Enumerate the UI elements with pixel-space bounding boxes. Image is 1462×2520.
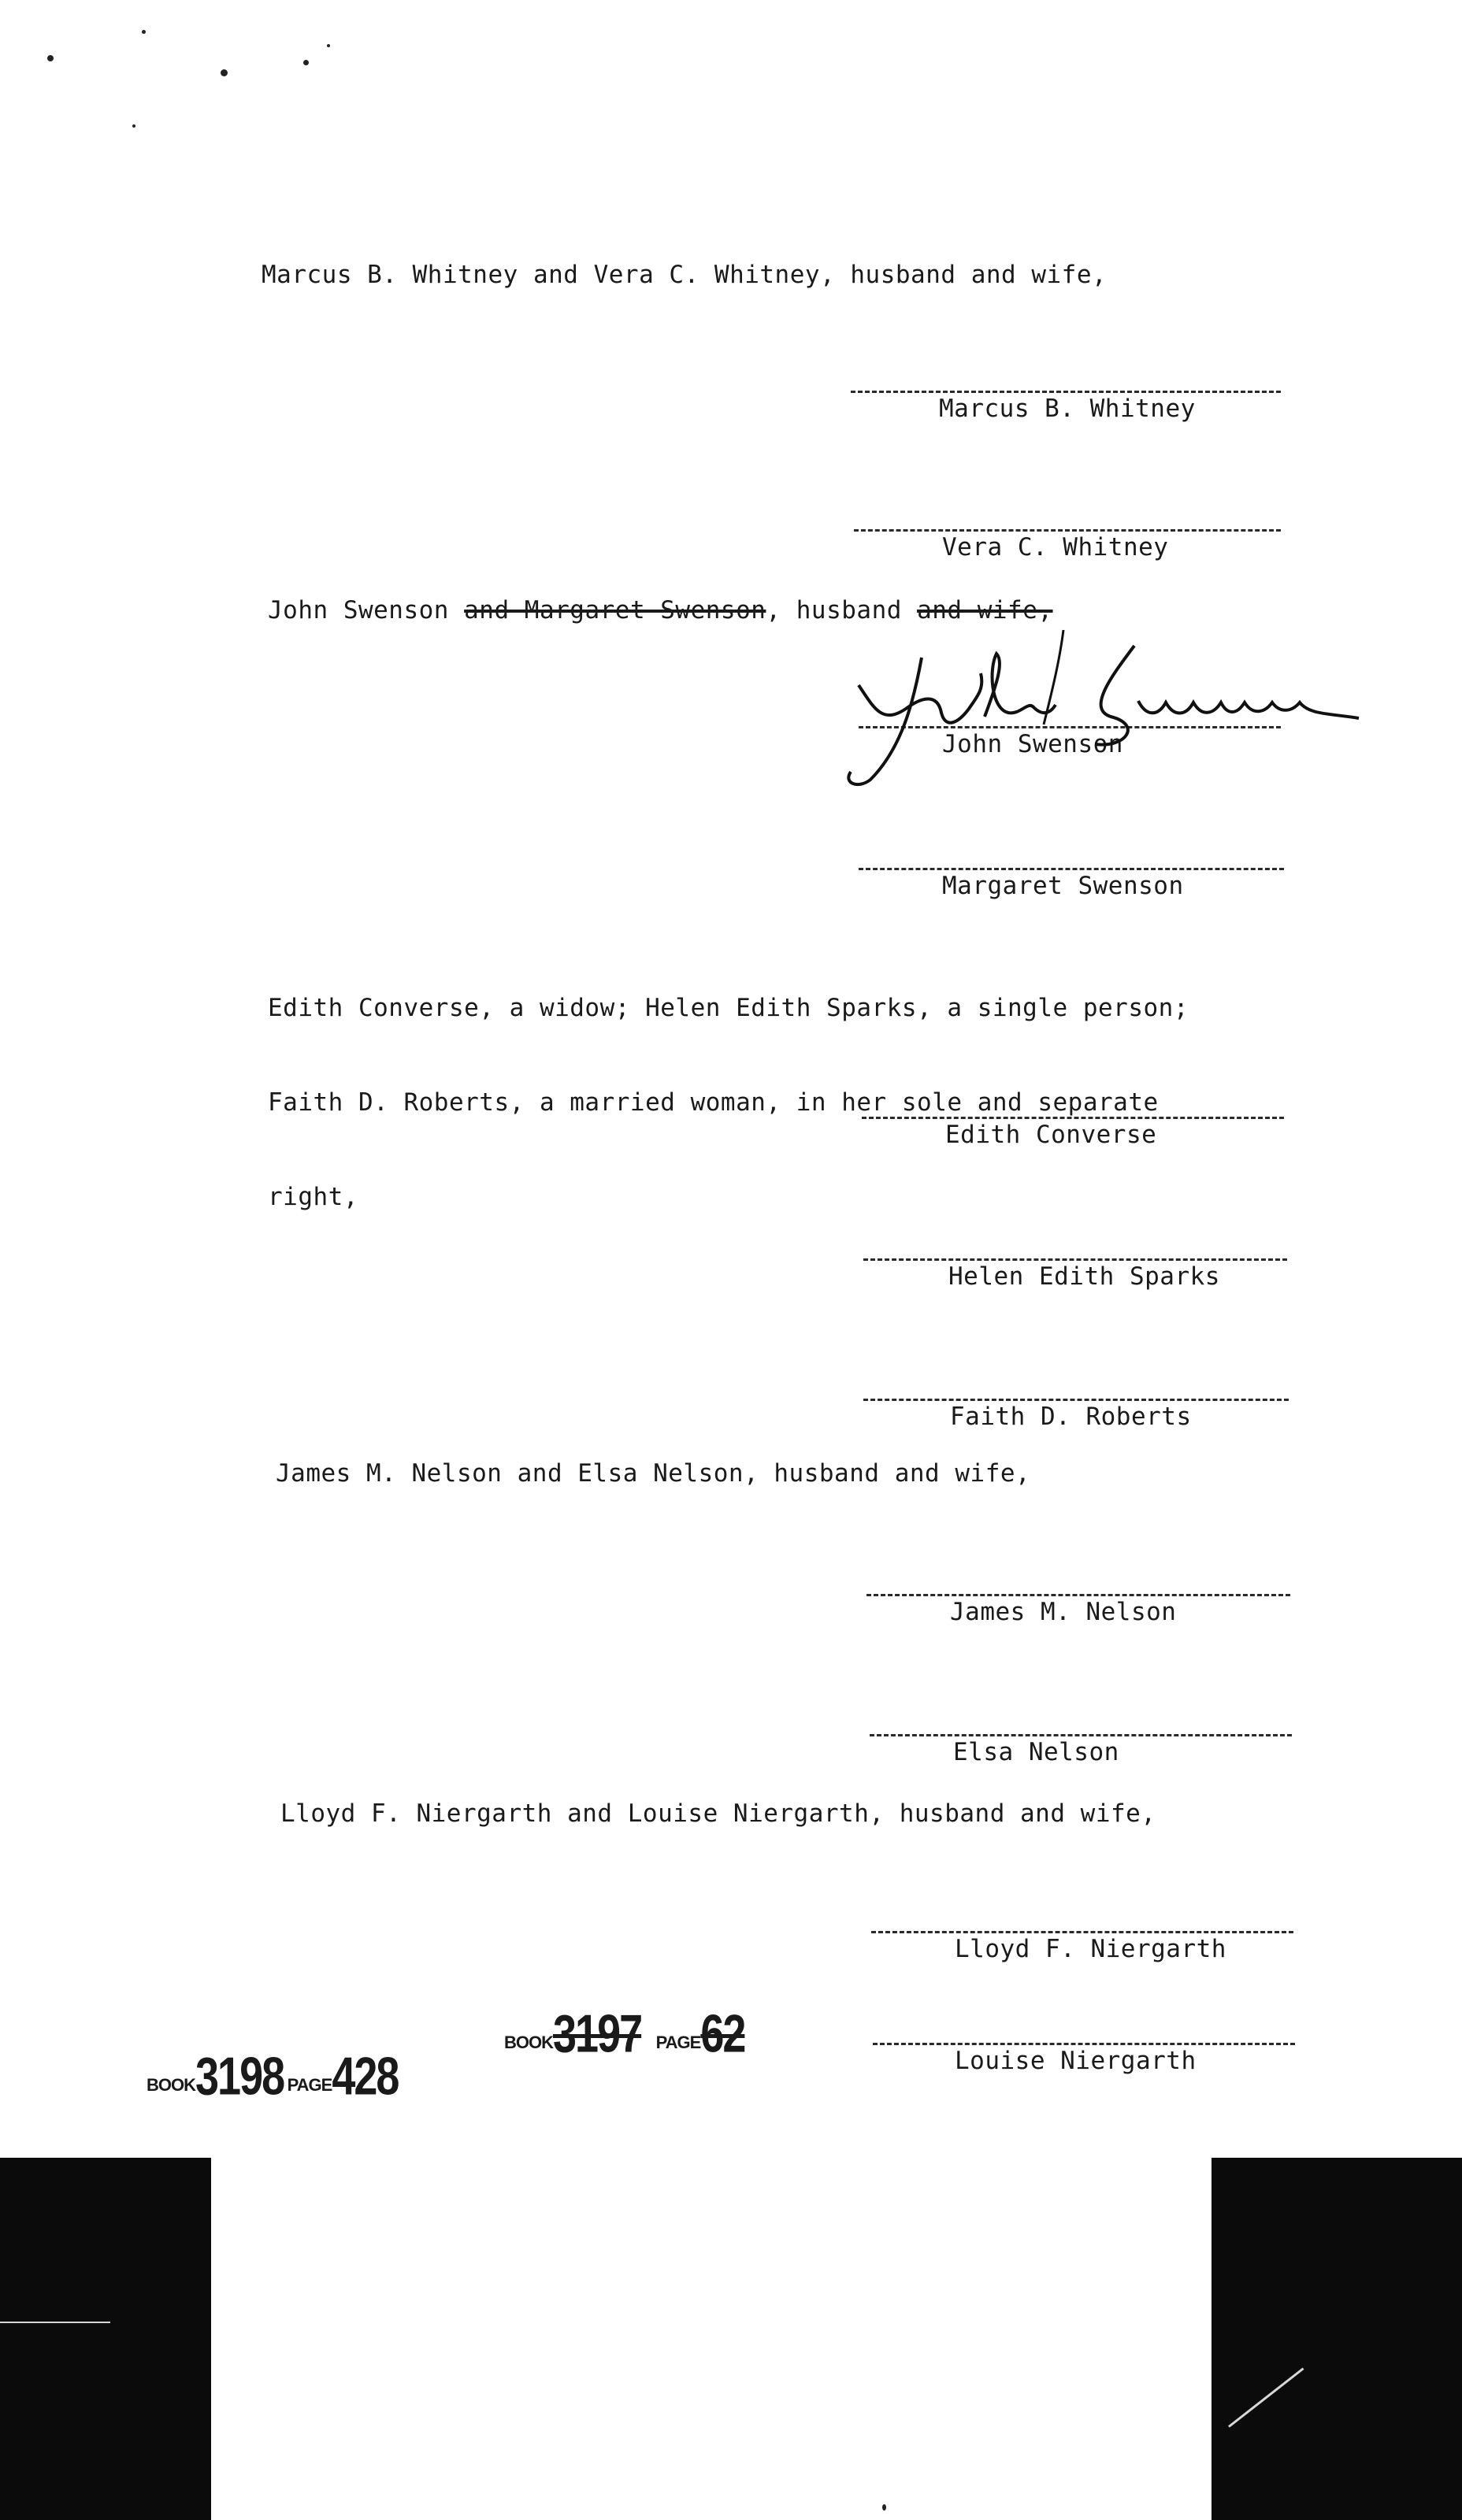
signature-line <box>862 1117 1284 1119</box>
scan-speck <box>327 44 330 47</box>
signature-line <box>873 2043 1295 2045</box>
stamp-page-number: 428 <box>332 2047 399 2107</box>
signer-name: Vera C. Whitney <box>942 533 1169 561</box>
signer-name: Lloyd F. Niergarth <box>955 1935 1226 1963</box>
stamp-book-label: BOOK <box>504 2033 553 2052</box>
scan-speck <box>882 2504 886 2511</box>
stamp-book-number: 3198 <box>195 2047 284 2107</box>
party-text-line: right, <box>268 1183 358 1211</box>
signature-line <box>863 1399 1289 1401</box>
scan-border-right <box>1212 2158 1462 2520</box>
party-statement: James M. Nelson and Elsa Nelson, husband and wife, <box>276 1459 1031 1488</box>
stamp-book-label: BOOK <box>147 2075 195 2095</box>
signer-name: Elsa Nelson <box>953 1738 1119 1766</box>
stamp-page-label: PAGE <box>287 2075 332 2095</box>
party-statement: Marcus B. Whitney and Vera C. Whitney, husband and wife, <box>262 261 1108 289</box>
signature-line <box>871 1931 1293 1933</box>
stamp-book-number: 3197 <box>553 2004 642 2064</box>
party-text: John Swenson <box>268 596 465 624</box>
scan-speck <box>303 60 309 65</box>
recording-stamp-struck <box>504 2004 745 2064</box>
signer-name: Margaret Swenson <box>942 872 1184 900</box>
party-statement: Lloyd F. Niergarth and Louise Niergarth, husband and wife, <box>280 1799 1156 1828</box>
scan-speck <box>221 69 228 76</box>
party-text-line: Edith Converse, a widow; Helen Edith Sparks, a single person; <box>268 994 1189 1022</box>
handwritten-signature <box>827 614 1363 819</box>
stamp-page-label: PAGE <box>655 2033 701 2052</box>
signer-name: James M. Nelson <box>950 1598 1177 1626</box>
scan-border-left <box>0 2158 211 2520</box>
recording-stamp <box>147 2047 399 2107</box>
signer-name: Louise Niergarth <box>955 2047 1197 2075</box>
scan-speck <box>142 30 146 34</box>
party-text-line: Faith D. Roberts, a married woman, in her sole and separate <box>268 1088 1159 1117</box>
signature-line <box>851 391 1281 393</box>
signature-line <box>870 1734 1292 1736</box>
signature-line <box>859 868 1284 870</box>
party-text: , husband <box>766 596 918 624</box>
signer-name: Marcus B. Whitney <box>939 395 1196 423</box>
struck-text: and Margaret Swenson <box>464 596 766 624</box>
scan-speck <box>47 55 54 61</box>
signature-line <box>866 1594 1290 1596</box>
party-statement <box>268 929 1189 1276</box>
signature-line <box>854 529 1281 532</box>
signature-line <box>863 1258 1287 1261</box>
signer-name: Edith Converse <box>945 1121 1157 1149</box>
signer-name: Helen Edith Sparks <box>948 1262 1220 1291</box>
signer-name: John Swenson <box>942 730 1123 758</box>
stamp-page-number: 62 <box>700 2004 745 2064</box>
signer-name: Faith D. Roberts <box>950 1403 1192 1431</box>
scan-scratch <box>0 2322 110 2323</box>
scan-speck <box>132 124 135 128</box>
struck-text: and wife, <box>917 596 1053 624</box>
